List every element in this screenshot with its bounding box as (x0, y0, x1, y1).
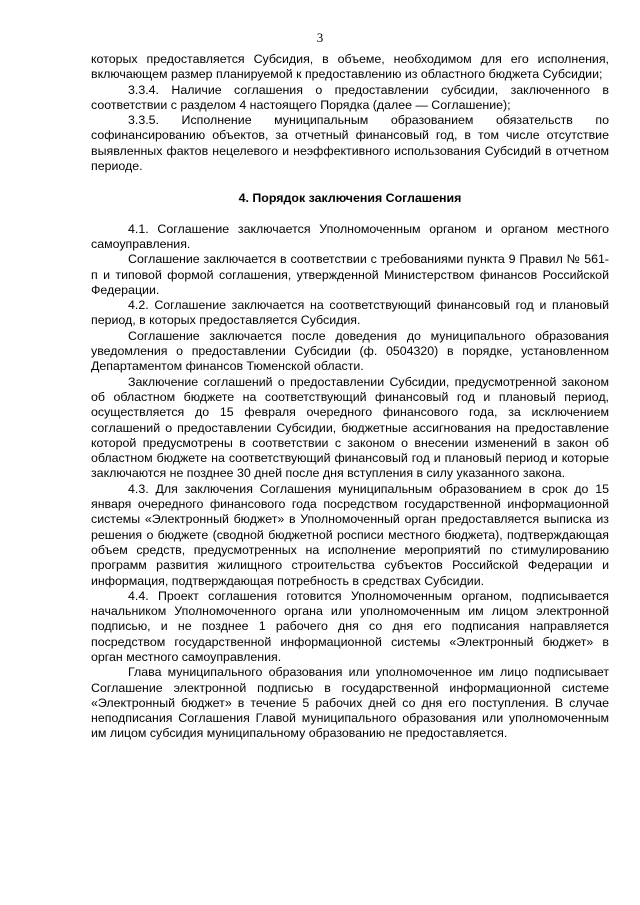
paragraph-4-2-b: Соглашение заключается после доведения до муниципального образования уведомления о предоставлении Субсидии (ф. 0504320) в порядке, установленном Департаментом финансов Тюменской области. (91, 328, 609, 374)
paragraph-4-4-b: Глава муниципального образования или уполномоченное им лицо подписывает Соглашение электронной подписью в государственной информационной системе «Электронный бюджет» в течение 5 рабочих дней со дня его поступления. В случае неподписания Соглашения Главой муниципального образования или уполномоченным им лицом субсидия муниципальному образованию не предоставляется. (91, 665, 609, 741)
paragraph-4-4: 4.4. Проект соглашения готовится Уполномоченным органом, подписывается начальником Уполномоченного органа или уполномоченным им лицом электронной подписью, и не позднее 1 рабочего дня со дня его подписания направляется посредством государственной информационной системы «Электронный бюджет» в орган местного самоуправления. (91, 588, 609, 664)
paragraph-3-3-4: 3.3.4. Наличие соглашения о предоставлении субсидии, заключенного в соответствии с разделом 4 настоящего Порядка (далее — Соглашение); (91, 82, 609, 112)
paragraph-4-3: 4.3. Для заключения Соглашения муниципальным образованием в срок до 15 января очередного финансового года посредством государственной информационной системы «Электронный бюджет» в Уполномоченный орган предоставляется выписка из решения о бюджете (сводной бюджетной росписи местного бюджета), подтверждающая объем средств, предусмотренных на исполнение мероприятий по стимулированию программ развития жилищного строительства субъектов Российской Федерации и информация, подтверждающая потребность в средствах Субсидии. (91, 481, 609, 588)
paragraph-continuation: которых предоставляется Субсидия, в объеме, необходимом для его исполнения, включающем размер планируемой к предоставлению из областного бюджета Субсидии; (91, 52, 609, 82)
section-heading: 4. Порядок заключения Соглашения (238, 191, 462, 206)
paragraph-4-1-b: Соглашение заключается в соответствии с требованиями пункта 9 Правил № 561-п и типовой формой соглашения, утвержденной Министерством финансов Российской Федерации. (91, 252, 609, 297)
document-body (91, 52, 609, 742)
paragraph-4-2-c: Заключение соглашений о предоставлении Субсидии, предусмотренной законом об областном бюджете на соответствующий финансовый год и плановый период, осуществляется до 15 февраля очередного финансового года, за исключением соглашений о предоставлении Субсидии, бюджетные ассигнования на предоставление которой предусмотрены в соответствии с законом о внесении изменений в закон об областном бюджете на соответствующий финансовый год и плановый период и которые заключаются не позднее 30 дней после дня вступления в силу указанного закона. (91, 374, 609, 481)
paragraph-3-3-5: 3.3.5. Исполнение муниципальным образованием обязательств по софинансированию объектов, за отчетный финансовый год, в том числе отсутствие выявленных фактов нецелевого и неэффективного использования Субсидий в отчетном периоде. (91, 113, 609, 174)
page-number: 3 (316, 30, 324, 45)
paragraph-4-1: 4.1. Соглашение заключается Уполномоченным органом и органом местного самоуправления. (91, 221, 609, 251)
paragraph-4-2: 4.2. Соглашение заключается на соответствующий финансовый год и плановый период, в которых предоставляется Субсидия. (91, 298, 609, 328)
